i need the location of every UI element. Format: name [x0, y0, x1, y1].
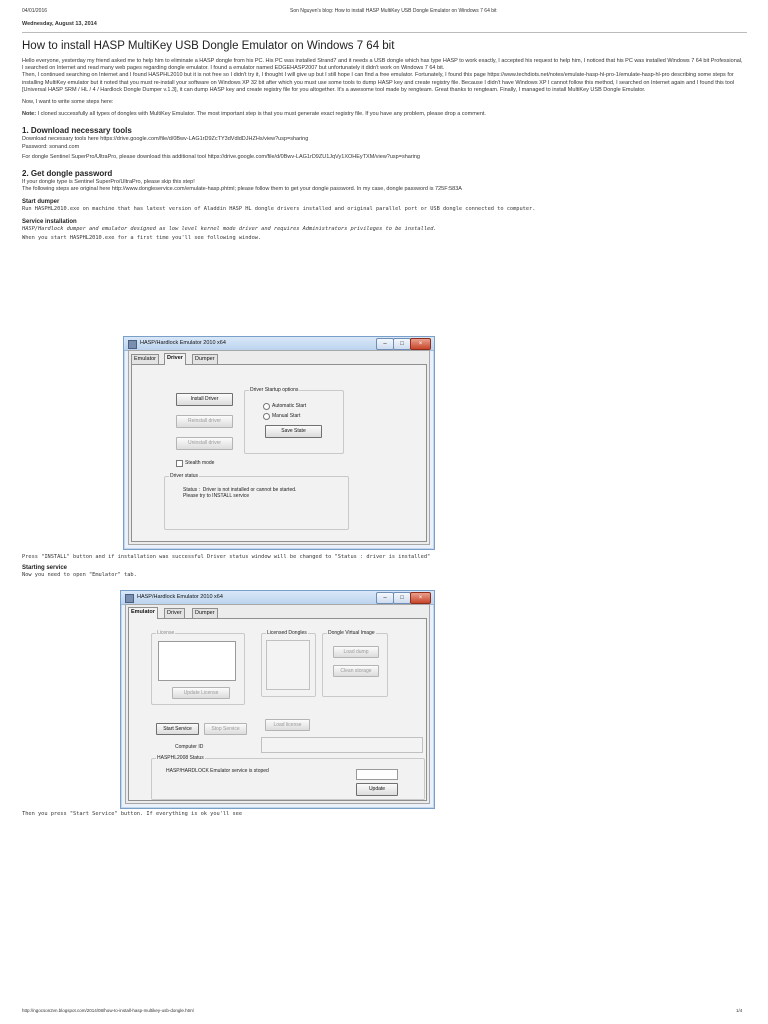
- between-dialogs-text: [22, 554, 747, 579]
- tab-emulator[interactable]: Emulator: [131, 354, 159, 364]
- reinstall-driver-button[interactable]: Reinstall driver: [176, 415, 233, 428]
- tab-dumper[interactable]: Dumper: [192, 608, 218, 618]
- load-license-button[interactable]: Load license: [265, 719, 310, 731]
- start-dumper-text: Run HASPHL2010.exe on machine that has latest version of Aladdin HASP HL dongle drivers installed and original parallel port or USB dongle connected to computer.: [22, 206, 536, 213]
- download-link-line[interactable]: Download necessary tools here https://drive.google.com/file/d/0Bwv-LAG1rD9ZcTY3dVdldDJHZHs/view?usp=sharing: [22, 136, 309, 143]
- install-driver-button[interactable]: Install Driver: [176, 393, 233, 406]
- stop-service-button[interactable]: Stop Service: [204, 723, 247, 735]
- license-textbox[interactable]: [158, 641, 236, 681]
- dialog-client: [128, 350, 430, 545]
- service-italic-text: HASP/Hardlock dumper and emulator designed as low level kernel mode driver and requires Administrators privileges to be installed.: [22, 226, 437, 233]
- intro-line-2: I searched on Internet and read many web pages regarding dongle emulator. I found a emulator named EDGEHASP2007 but unfortunately it didn't work on Windows 7 64 bit.: [22, 65, 445, 72]
- minimize-icon: –: [383, 595, 387, 601]
- password-line: Password: sonand.com: [22, 143, 80, 150]
- emulator-dialog-window: [120, 590, 435, 809]
- maximize-icon: □: [400, 341, 404, 347]
- close-button[interactable]: [410, 338, 431, 350]
- starting-service-heading: Starting service: [22, 565, 68, 571]
- start-service-result-text: Then you press "Start Service" button. If everything is ok you'll see: [22, 811, 243, 817]
- after-dialog-text: [22, 811, 747, 818]
- service-installation-heading: Service installation: [22, 219, 77, 226]
- open-emulator-tab-text: Now you need to open "Emulator" tab.: [22, 572, 137, 578]
- driver-status-text: Status : Driver is not installed or cannot be started. Please try to INSTALL service: [183, 487, 297, 499]
- update-license-button[interactable]: Update License: [172, 687, 230, 699]
- post-date: Wednesday, August 13, 2014: [22, 21, 97, 27]
- note-label: Note:: [22, 111, 37, 118]
- manual-start-radio[interactable]: [263, 413, 270, 420]
- emulator-tab-panel: [128, 618, 427, 801]
- app-icon: [125, 594, 134, 603]
- driver-status-group: [164, 473, 349, 530]
- stealth-mode-label: Stealth mode: [185, 460, 215, 466]
- close-icon: ×: [418, 595, 423, 601]
- update-button[interactable]: Update: [356, 783, 398, 796]
- steps-intro: Now, I want to write some steps here:: [22, 99, 114, 106]
- sentinel-link-line[interactable]: For dongle Sentinel SuperPro/UltraPro, please download this additional tool https://drive.google.com/file/d/0Bwv-LAG1rD9ZU1JqVy1XOHEyTXM/view?usp=sharing: [22, 153, 420, 160]
- dialog-client: [125, 604, 430, 804]
- maximize-button[interactable]: [393, 592, 411, 604]
- computer-id-field[interactable]: [261, 737, 423, 753]
- driver-dialog-window: [123, 336, 435, 550]
- step2-text: [22, 179, 747, 193]
- intro-paragraph: [22, 58, 747, 94]
- step1-heading: 1. Download necessary tools: [22, 126, 132, 136]
- license-group: [151, 630, 245, 705]
- footer-url: http://ngocson2vn.blogspot.com/2014/08/how-to-install-hasp-multikey-usb-dongle.html: [22, 1008, 194, 1013]
- step2-heading: 2. Get dongle password: [22, 169, 113, 179]
- stealth-mode-checkbox[interactable]: [176, 460, 183, 467]
- automatic-start-label: Automatic Start: [272, 403, 307, 409]
- dongle-virtual-image-group: [322, 630, 388, 697]
- note-text: I cloned successfully all types of dongles with MultiKey Emulator. The most important step is that you must generate exact registry file. If you have any problem, please drop a comment.: [36, 111, 486, 118]
- driver-startup-group: [244, 387, 344, 454]
- blog-post: [22, 14, 747, 242]
- tab-driver[interactable]: Driver: [164, 608, 185, 618]
- start-service-button[interactable]: Start Service: [156, 723, 199, 735]
- divider: [22, 32, 747, 33]
- print-date: 04/01/2016: [22, 8, 48, 14]
- dialog-title: HASP/Hardlock Emulator 2010 x64: [140, 340, 226, 346]
- load-dump-button[interactable]: Load dump: [333, 646, 379, 658]
- computer-id-label: Computer ID: [175, 744, 204, 750]
- manual-start-label: Manual Start: [272, 413, 301, 419]
- tab-driver[interactable]: Driver: [164, 353, 186, 365]
- step1-text: [22, 136, 747, 150]
- minimize-button[interactable]: [376, 338, 394, 350]
- update-field[interactable]: [356, 769, 398, 780]
- step2-original-line: The following steps are original here http://www.dongleservice.com/emulate-hasp.phtml; please follow them to get your dongle password. In my case, dongle password is 725F:583A: [22, 186, 462, 193]
- dialog-title-bar[interactable]: [121, 591, 434, 605]
- hasp-status-text: HASP/HARDLOCK Emulator service is stoped: [166, 768, 269, 774]
- dialog-title: HASP/Hardlock Emulator 2010 x64: [137, 594, 223, 600]
- print-page-title: Son Nguyen's blog: How to install HASP MultiKey USB Dongle Emulator on Windows 7 64 bit: [290, 8, 497, 14]
- clean-storage-button[interactable]: Clean storage: [333, 665, 379, 677]
- hasp-status-label: HASPHL2008 Status: [157, 755, 204, 761]
- post-title: How to install HASP MultiKey USB Dongle Emulator on Windows 7 64 bit: [22, 40, 395, 52]
- install-result-text: Press "INSTALL" button and if installation was successful Driver status window will be changed to "Status : driver is installed": [22, 554, 431, 560]
- start-dumper-heading: Start dumper: [22, 199, 60, 206]
- intro-line-1: Hello everyone, yesterday my friend asked me to help him to eliminate a HASP dongle from his PC. His PC was installed Strand7 and it needs a USB dongle which has type HASP to work exactly, I accepted his request to help him, I noticed that his PC was installed Windows 7 64 bit Professional,: [22, 58, 743, 64]
- note-paragraph: [22, 111, 747, 118]
- intro-line-3: Then, I continued searching on Internet and I found HASPHL2010 but it is not free so I didn't try it, I thought I will give up but I still hope I can find a free emulator. Fortunately, I found this page https://www.techdiots.net/notes/emulate-hasp-hl-pro-1/emulate-hasp-hl-pro describing some steps for installing MultiKey emulator but it noted that you must re-install your software on Windows XP 32 bit after which you must use some tools to dump HASP key and create registry file. Because I didn't have Windows XP I cannot follow this method, I searched on Internet again and I found this tool [Universal HASP SRM / HL / 4 / Hardlock Dongle Dumper v.1.3], it can dump HASP key and create registry file for you altogether. It's a awesome tool made by rengteam. Great thanks to rengteam. Finally, I managed to install MultiKey USB Dongle Emulator.: [22, 72, 735, 93]
- maximize-button[interactable]: [393, 338, 411, 350]
- licensed-dongles-list[interactable]: [266, 640, 310, 690]
- uninstall-driver-button[interactable]: Uninstall driver: [176, 437, 233, 450]
- step2-skip-line: If your dongle type is Sentinel SuperPro/UltraPro, please skip this step!: [22, 179, 195, 186]
- maximize-icon: □: [400, 595, 404, 601]
- app-icon: [128, 340, 137, 349]
- footer-page-number: 1/4: [736, 1008, 743, 1013]
- automatic-start-radio[interactable]: [263, 403, 270, 410]
- licensed-dongles-label: Licensed Dongles: [267, 630, 307, 636]
- close-button[interactable]: [410, 592, 431, 604]
- license-label: License: [157, 630, 175, 636]
- tab-dumper[interactable]: Dumper: [192, 354, 218, 364]
- driver-status-label: Driver status: [170, 473, 199, 479]
- driver-tab-panel: [131, 364, 427, 542]
- hasp-status-group: [151, 755, 425, 800]
- minimize-button[interactable]: [376, 592, 394, 604]
- minimize-icon: –: [383, 341, 387, 347]
- save-state-button[interactable]: Save State: [265, 425, 322, 438]
- driver-startup-label: Driver Startup options: [250, 387, 299, 393]
- service-text: When you start HASPHL2010.exe for a first time you'll see following window.: [22, 235, 262, 242]
- dongle-virtual-image-label: Dongle Virtual Image: [328, 630, 375, 636]
- licensed-dongles-group: [261, 630, 316, 697]
- tab-emulator[interactable]: Emulator: [128, 607, 158, 619]
- close-icon: ×: [418, 341, 423, 347]
- dialog-title-bar[interactable]: [124, 337, 434, 351]
